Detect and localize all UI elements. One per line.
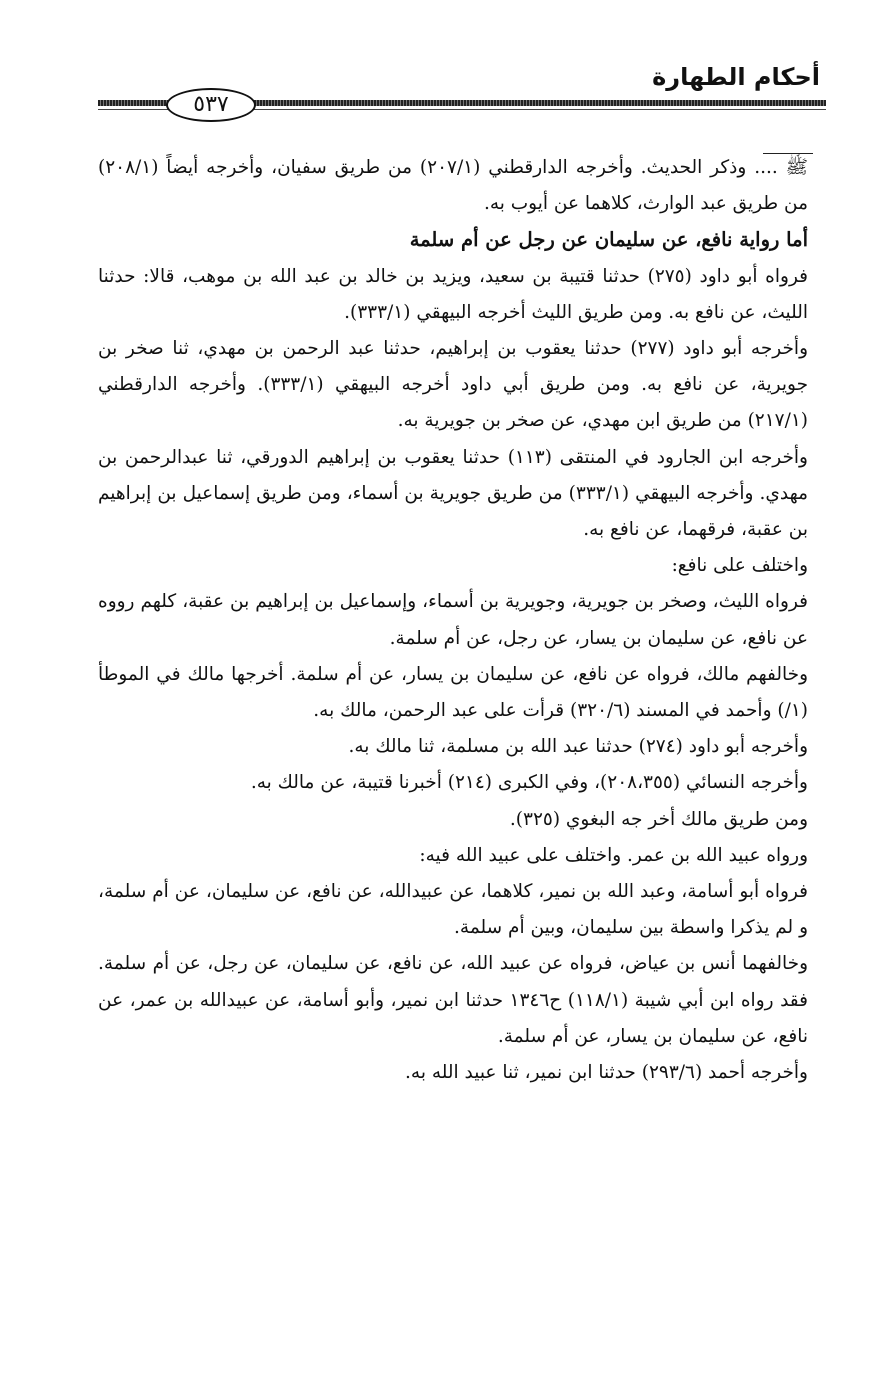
book-title: أحكام الطهارة xyxy=(652,63,820,91)
page-number: ٥٣٧ xyxy=(166,88,256,122)
section-heading: أما رواية نافع، عن سليمان عن رجل عن أم سلمة xyxy=(409,228,808,252)
paragraph: واختلف على نافع: xyxy=(671,555,808,577)
paragraph: وأخرجه أبو داود (٢٧٤) حدثنا عبد الله بن مسلمة، ثنا مالك به. xyxy=(348,736,808,758)
paragraph: فرواه أبو أسامة، وعبد الله بن نمير، كلاهما، عن عبيدالله، عن نافع، عن سليمان، عن أم سلمة، و لم يذكرا واسطة بين سليمان، وبين أم سلمة. xyxy=(98,881,808,939)
paragraph: وخالفهم مالك، فرواه عن نافع، عن سليمان بن يسار، عن أم سلمة. أخرجها مالك في الموطأ (١/) وأحمد في المسند (٣٢٠/٦) قرأت على عبد الرحمن، مالك به. xyxy=(98,663,808,722)
page-header xyxy=(98,62,826,122)
paragraph: فرواه الليث، وصخر بن جويرية، وجويرية بن أسماء، وإسماعيل بن إبراهيم بن عقبة، كلهم رووه عن نافع، عن سليمان بن يسار، عن رجل، عن أم سلمة. xyxy=(98,591,808,649)
paragraph: وأخرجه ابن الجارود في المنتقى (١١٣) حدثنا يعقوب بن إبراهيم الدورقي، ثنا عبدالرحمن بن مهدي. وأخرجه البيهقي (٣٣٣/١) من طريق جويرية بن أسماء، ومن طريق إسماعيل بن إبراهيم بن عقبة، فرقهما، عن نافع به. xyxy=(98,446,809,541)
paragraph: ومن طريق مالك أخر جه البغوي (٣٢٥). xyxy=(509,808,808,830)
paragraph: وأخرجه أحمد (٢٩٣/٦) حدثنا ابن نمير، ثنا عبيد الله به. xyxy=(405,1062,808,1084)
paragraph: فرواه أبو داود (٢٧٥) حدثنا قتيبة بن سعيد، ويزيد بن خالد بن عبد الله بن موهب، قالا: حدثنا الليث، عن نافع به. ومن طريق الليث أخرجه البيهقي (٣٣٣/١). xyxy=(98,265,809,323)
paragraph-footnote-continuation: ﷺ .... وذكر الحديث. وأخرجه الدارقطني (٢٠٧/١) من طريق سفيان، وأخرجه أيضاً (٢٠٨/١) من طريق عبد الوارث، كلاهما عن أيوب به. xyxy=(98,157,808,215)
paragraph: وأخرجه أبو داود (٢٧٧) حدثنا يعقوب بن إبراهيم، حدثنا عبد الرحمن بن مهدي، ثنا صخر بن جويرية، عن نافع به. ومن طريق أبي داود أخرجه البيهقي (٣٣٣/١). وأخرجه الدارقطني (٢١٧/١) من طريق ابن مهدي، عن صخر بن جويرية به. xyxy=(98,338,809,432)
paragraph: وأخرجه النسائي (٢٠٨،٣٥٥)، وفي الكبرى (٢١٤) أخبرنا قتيبة، عن مالك به. xyxy=(250,772,808,794)
paragraph: وخالفهما أنس بن عياض، فرواه عن عبيد الله، عن نافع، عن سليمان، عن رجل، عن أم سلمة. فقد رواه ابن أبي شيبة (١١٨/١) ح١٣٤٦ حدثنا ابن نمير، وأبو أسامة، عن عبيدالله بن عمر، عن نافع، عن سليمان بن يسار، عن أم سلمة. xyxy=(98,953,808,1047)
paragraph: ورواه عبيد الله بن عمر. واختلف على عبيد الله فيه: xyxy=(419,844,808,866)
page-body xyxy=(98,150,808,1091)
